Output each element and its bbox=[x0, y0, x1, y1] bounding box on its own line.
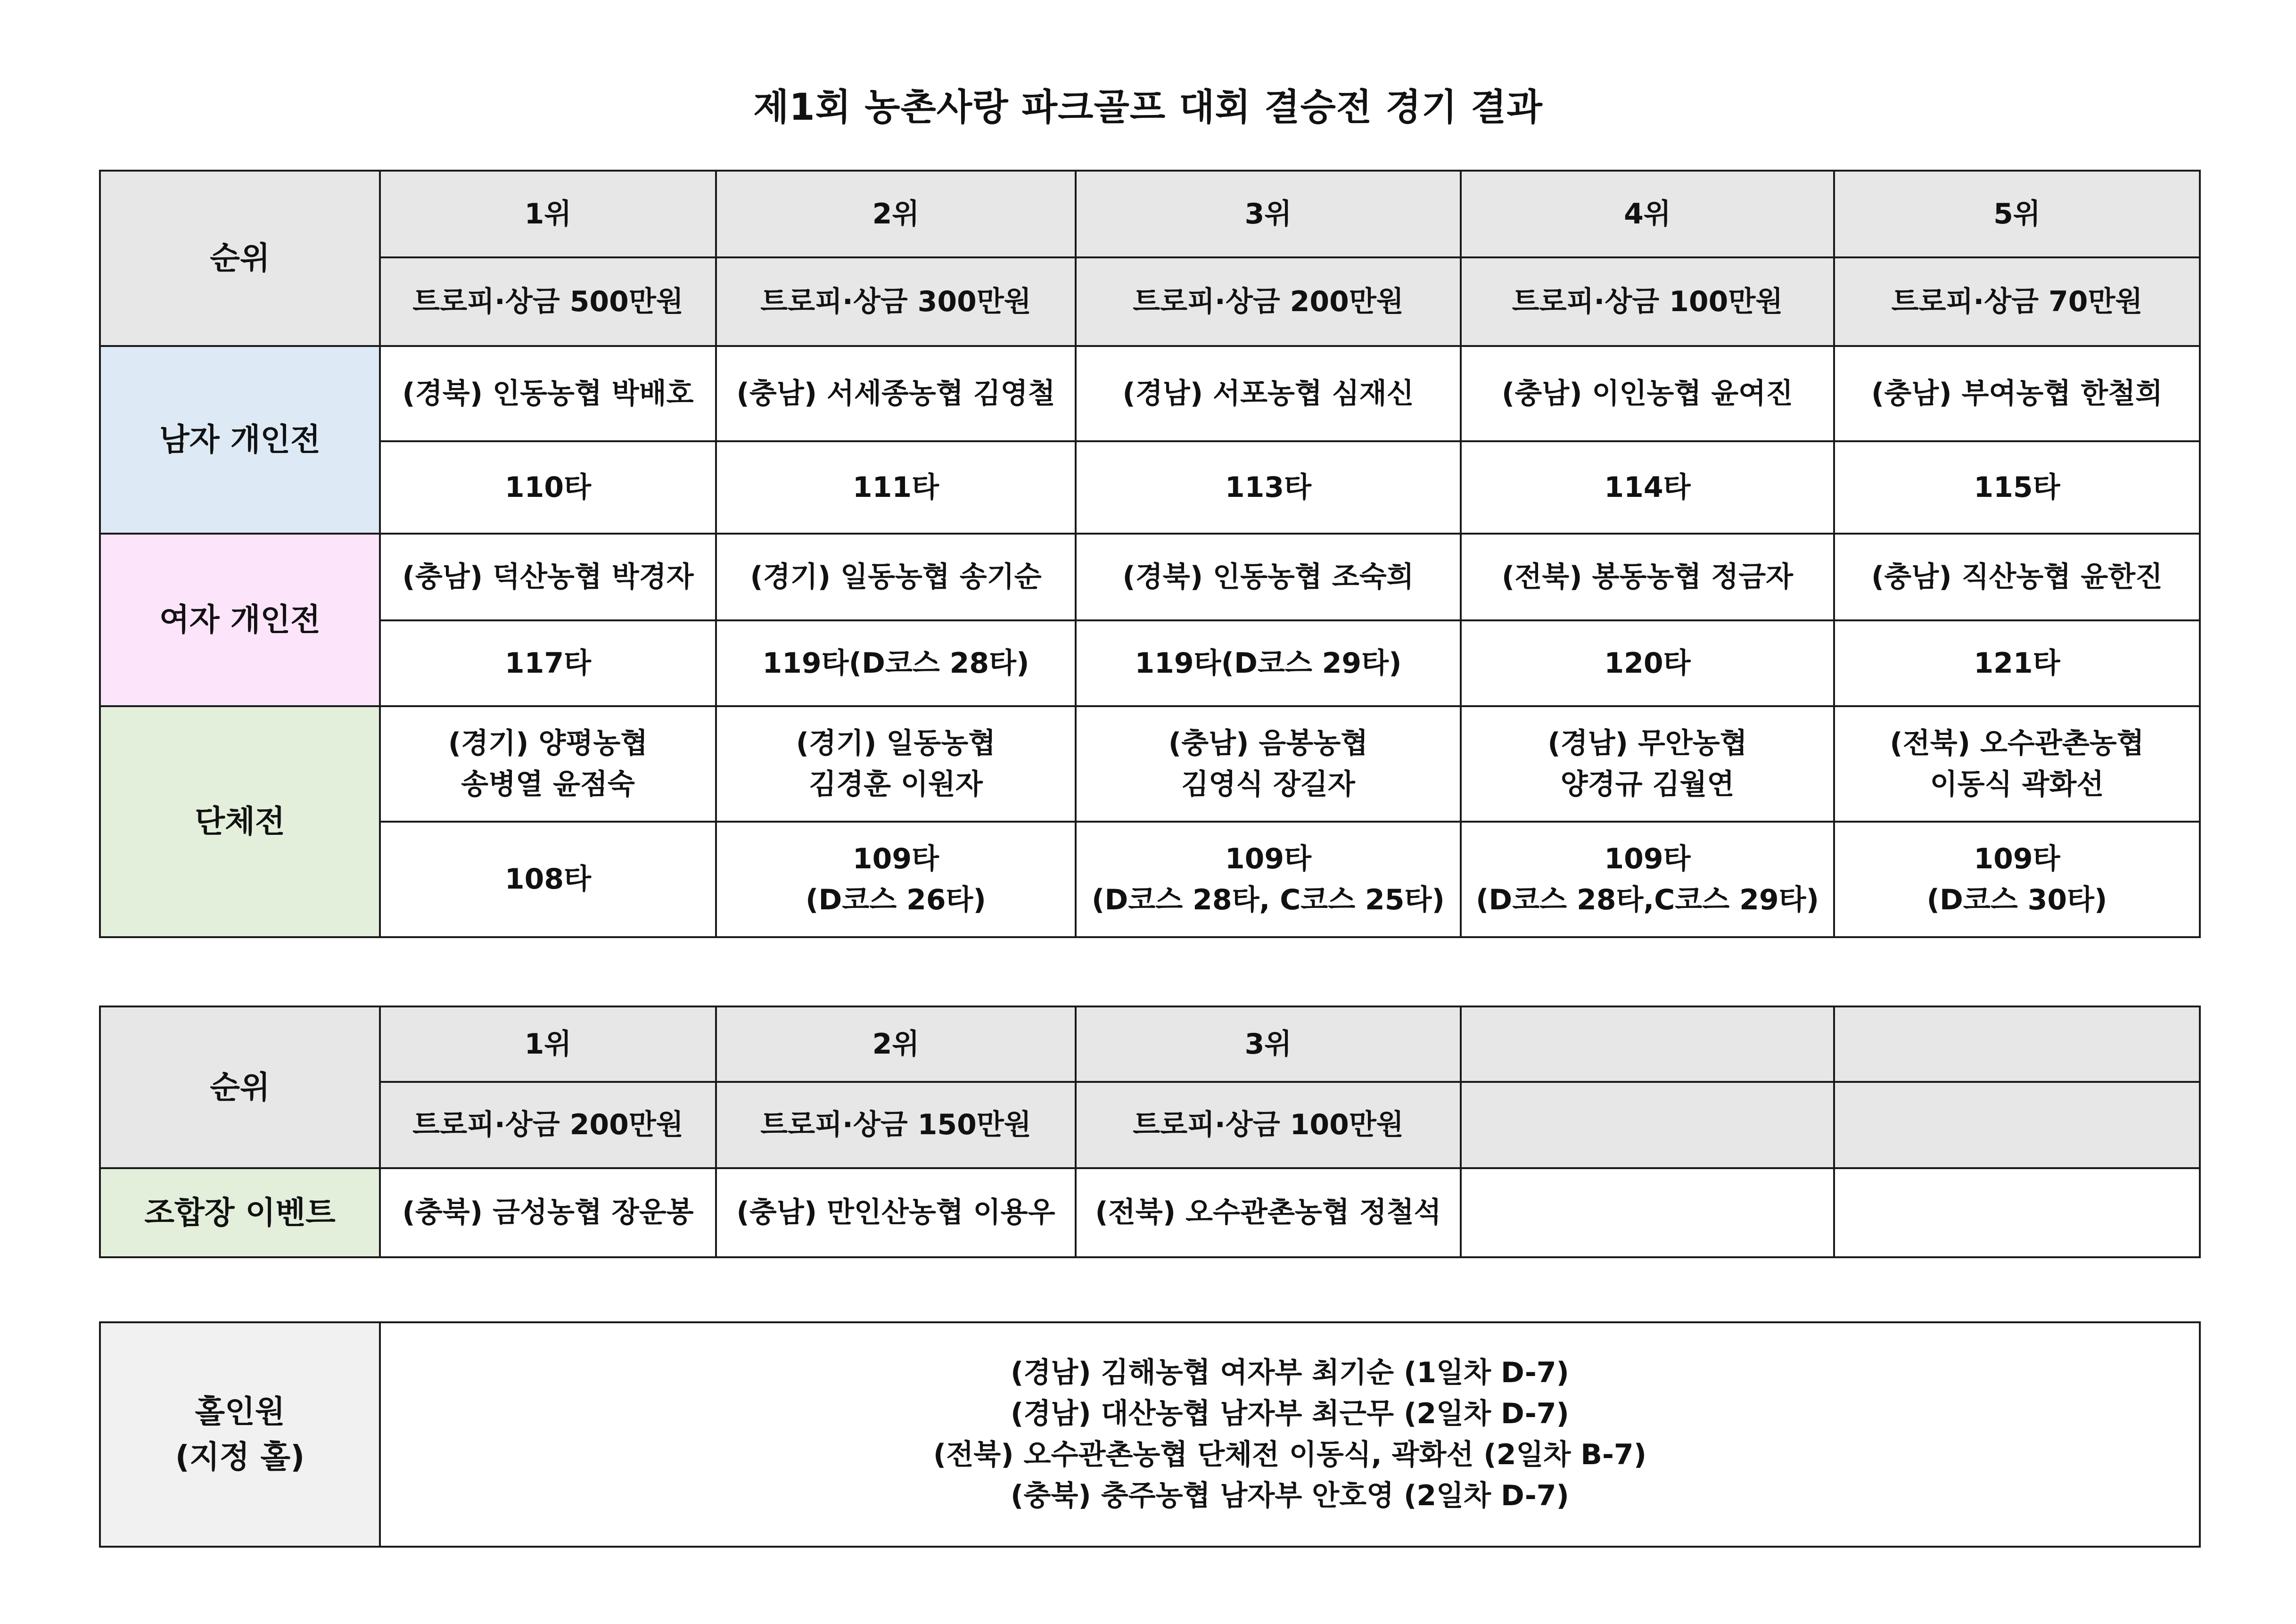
team-club: (경기) 양평농협 bbox=[448, 726, 648, 760]
hole-in-one-entry: (경남) 김해농협 여자부 최기순 (1일차 D-7) bbox=[1011, 1356, 1569, 1389]
team-winner-5 bbox=[1834, 706, 2200, 822]
hole-in-one-subtitle: (지정 홀) bbox=[175, 1439, 305, 1475]
women-score-5: 121타 bbox=[1834, 620, 2200, 706]
women-score-1: 117타 bbox=[380, 620, 716, 706]
men-score-4: 114타 bbox=[1461, 441, 1834, 534]
prize-5: 트로피·상금 70만원 bbox=[1834, 257, 2200, 346]
team-club: (경남) 무안농협 bbox=[1547, 726, 1747, 760]
team-members: 이동식 곽화선 bbox=[1930, 767, 2104, 801]
gm-winner-2: (충남) 만인산농협 이용우 bbox=[716, 1168, 1076, 1257]
women-winner-1: (충남) 덕산농협 박경자 bbox=[380, 534, 716, 620]
gm-winner-1: (충북) 금성농협 장운봉 bbox=[380, 1168, 716, 1257]
team-score-2 bbox=[716, 822, 1076, 937]
team-score: 108타 bbox=[504, 863, 592, 896]
team-members: 김영식 장길자 bbox=[1181, 767, 1355, 801]
gm-winner-3: (전북) 오수관촌농협 정철석 bbox=[1076, 1168, 1461, 1257]
main-results-table bbox=[99, 170, 2201, 938]
women-winner-3: (경북) 인동농협 조숙희 bbox=[1076, 534, 1461, 620]
women-winner-4: (전북) 봉동농협 정금자 bbox=[1461, 534, 1834, 620]
hole-in-one-table bbox=[99, 1321, 2201, 1548]
rank-header: 순위 bbox=[100, 171, 380, 346]
team-members: 김경훈 이원자 bbox=[809, 767, 983, 801]
gm-rank-empty-5 bbox=[1834, 1006, 2200, 1082]
rank-5: 5위 bbox=[1834, 171, 2200, 257]
women-individual-label: 여자 개인전 bbox=[100, 534, 380, 706]
team-members: 양경규 김월연 bbox=[1560, 767, 1735, 801]
team-club: (충남) 음봉농협 bbox=[1168, 726, 1368, 760]
rank-3: 3위 bbox=[1076, 171, 1461, 257]
team-winner-1 bbox=[380, 706, 716, 822]
hole-in-one-entry: (경남) 대산농협 남자부 최근무 (2일차 D-7) bbox=[1011, 1397, 1569, 1430]
gm-rank-empty-4 bbox=[1461, 1006, 1834, 1082]
team-club: (전북) 오수관촌농협 bbox=[1890, 726, 2144, 760]
rank-2: 2위 bbox=[716, 171, 1076, 257]
gm-prize-2: 트로피·상금 150만원 bbox=[716, 1082, 1076, 1168]
team-winner-3 bbox=[1076, 706, 1461, 822]
hole-in-one-entry: (전북) 오수관촌농협 단체전 이동식, 곽화선 (2일차 B-7) bbox=[933, 1438, 1647, 1471]
men-score-2: 111타 bbox=[716, 441, 1076, 534]
team-score: 109타 bbox=[1225, 842, 1312, 875]
team-score-5 bbox=[1834, 822, 2200, 937]
gm-rank-3: 3위 bbox=[1076, 1006, 1461, 1082]
men-winner-3: (경남) 서포농협 심재신 bbox=[1076, 346, 1461, 441]
prize-4: 트로피·상금 100만원 bbox=[1461, 257, 1834, 346]
men-score-3: 113타 bbox=[1076, 441, 1461, 534]
gm-prize-empty-4 bbox=[1461, 1082, 1834, 1168]
prize-2: 트로피·상금 300만원 bbox=[716, 257, 1076, 346]
team-score-4 bbox=[1461, 822, 1834, 937]
gm-rank-header: 순위 bbox=[100, 1006, 380, 1168]
gm-prize-3: 트로피·상금 100만원 bbox=[1076, 1082, 1461, 1168]
team-score-1 bbox=[380, 822, 716, 937]
gm-rank-1: 1위 bbox=[380, 1006, 716, 1082]
gm-event-label: 조합장 이벤트 bbox=[100, 1168, 380, 1257]
team-score: 109타 bbox=[1604, 842, 1691, 875]
men-score-5: 115타 bbox=[1834, 441, 2200, 534]
team-tiebreak: (D코스 30타) bbox=[1926, 883, 2107, 916]
men-winner-5: (충남) 부여농협 한철희 bbox=[1834, 346, 2200, 441]
team-score: 109타 bbox=[1974, 842, 2060, 875]
prize-1: 트로피·상금 500만원 bbox=[380, 257, 716, 346]
team-score-3 bbox=[1076, 822, 1461, 937]
gm-rank-2: 2위 bbox=[716, 1006, 1076, 1082]
team-score: 109타 bbox=[852, 842, 939, 875]
men-winner-2: (충남) 서세종농협 김영철 bbox=[716, 346, 1076, 441]
team-members: 송병열 윤점숙 bbox=[461, 767, 635, 801]
team-event-label: 단체전 bbox=[100, 706, 380, 937]
men-winner-4: (충남) 이인농협 윤여진 bbox=[1461, 346, 1834, 441]
gm-winner-empty-5 bbox=[1834, 1168, 2200, 1257]
team-tiebreak: (D코스 28타, C코스 25타) bbox=[1092, 883, 1445, 916]
team-winner-4 bbox=[1461, 706, 1834, 822]
prize-3: 트로피·상금 200만원 bbox=[1076, 257, 1461, 346]
men-score-1: 110타 bbox=[380, 441, 716, 534]
men-individual-label: 남자 개인전 bbox=[100, 346, 380, 534]
men-winner-1: (경북) 인동농협 박배호 bbox=[380, 346, 716, 441]
rank-1: 1위 bbox=[380, 171, 716, 257]
gm-prize-1: 트로피·상금 200만원 bbox=[380, 1082, 716, 1168]
women-score-3: 119타(D코스 29타) bbox=[1076, 620, 1461, 706]
women-winner-5: (충남) 직산농협 윤한진 bbox=[1834, 534, 2200, 620]
women-winner-2: (경기) 일동농협 송기순 bbox=[716, 534, 1076, 620]
team-tiebreak: (D코스 26타) bbox=[806, 883, 986, 916]
team-winner-2 bbox=[716, 706, 1076, 822]
page-title: 제1회 농촌사랑 파크골프 대회 결승전 경기 결과 bbox=[753, 86, 1543, 129]
women-score-4: 120타 bbox=[1461, 620, 1834, 706]
team-club: (경기) 일동농협 bbox=[796, 726, 996, 760]
rank-4: 4위 bbox=[1461, 171, 1834, 257]
women-score-2: 119타(D코스 28타) bbox=[716, 620, 1076, 706]
gm-event-table bbox=[99, 1006, 2201, 1258]
gm-prize-empty-5 bbox=[1834, 1082, 2200, 1168]
hole-in-one-entry: (충북) 충주농협 남자부 안호영 (2일차 D-7) bbox=[1011, 1479, 1569, 1512]
hole-in-one-label bbox=[100, 1322, 380, 1547]
hole-in-one-title: 홀인원 bbox=[195, 1393, 285, 1430]
gm-winner-empty-4 bbox=[1461, 1168, 1834, 1257]
team-tiebreak: (D코스 28타,C코스 29타) bbox=[1475, 883, 1819, 916]
hole-in-one-entries bbox=[380, 1322, 2200, 1547]
